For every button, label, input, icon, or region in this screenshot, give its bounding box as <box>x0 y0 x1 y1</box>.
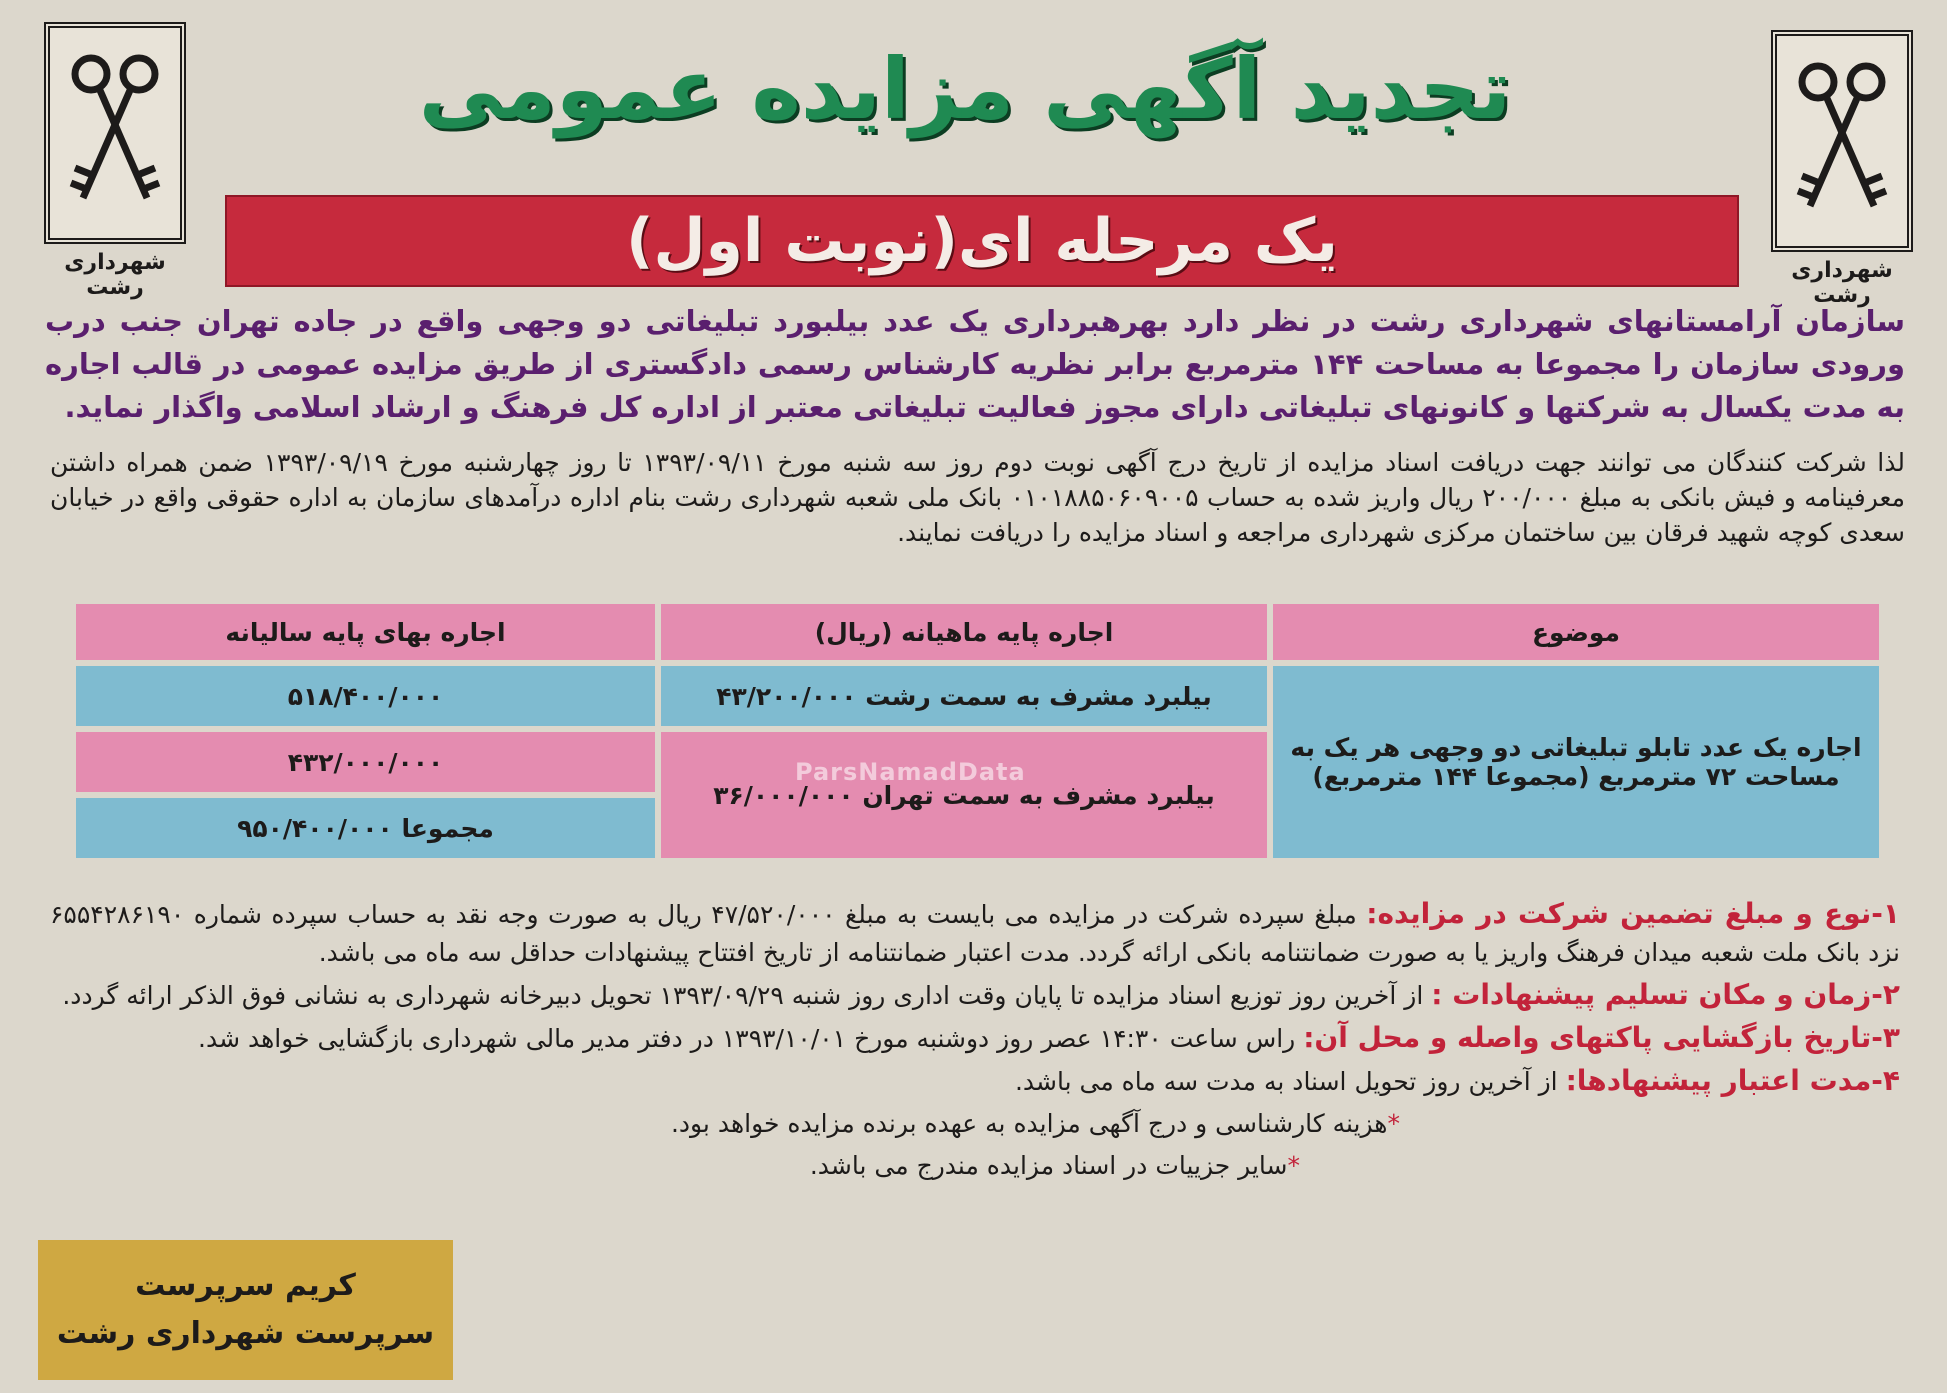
bullet-star-icon: * <box>1387 1109 1400 1138</box>
subtitle-banner <box>225 195 1739 287</box>
signature-name: کریم سرپرست <box>135 1268 356 1303</box>
condition-text: از آخرین روز توزیع اسناد مزایده تا پایان وقت اداری روز شنبه ۱۳۹۳/۰۹/۲۹ تحویل دبیرخانه شهرداری به نشانی فوق الذکر ارائه گردد. <box>62 981 1424 1010</box>
logo-right <box>1767 30 1917 308</box>
condition-heading: ۳-تاریخ بازگشایی پاکتهای واصله و محل آن: <box>1303 1021 1900 1054</box>
condition-heading: ۱-نوع و مبلغ تضمین شرکت در مزایده: <box>1366 897 1900 930</box>
lead-paragraph: سازمان آرامستانهای شهرداری رشت در نظر دارد بهرهبرداری یک عدد بیلبورد تبلیغاتی دو وجهی واقع در جاده تهران جنب درب ورودی سازمان را مجموعا به مساحت ۱۴۴ مترمربع برابر نظریه کارشناس رسمی دادگستری از طریق مزایده عمومی در قالب اجاره به مدت یکسال به شرکتها و کانونهای تبلیغاتی دارای مجوز فعالیت تبلیغاتی معتبر از اداره کل فرهنگ و ارشاد اسلامی واگذار نماید. <box>45 304 1905 424</box>
condition-item <box>50 895 1900 972</box>
note-item <box>50 1147 1900 1185</box>
table-row <box>76 666 1879 726</box>
condition-text: راس ساعت ۱۴:۳۰ عصر روز دوشنبه مورخ ۱۳۹۳/۱۰/۰۱ در دفتر مدیر مالی شهرداری بازگشایی خواهد شد. <box>198 1024 1296 1053</box>
header-yearly: اجاره بهای پایه سالیانه <box>76 604 655 660</box>
conditions-list <box>50 895 1900 1189</box>
subject-cell: اجاره یک عدد تابلو تبلیغاتی دو وجهی هر یک به مساحت ۷۲ مترمربع (مجموعا ۱۴۴ مترمربع) <box>1273 666 1879 858</box>
monthly-rasht-cell: بیلبرد مشرف به سمت رشت ۴۳/۲۰۰/۰۰۰ <box>661 666 1267 726</box>
bullet-star-icon: * <box>1287 1151 1300 1180</box>
condition-text: مبلغ سپرده شرکت در مزایده می بایست به مبلغ ۴۷/۵۲۰/۰۰۰ ریال به صورت وجه نقد به حساب سپرده شماره ۶۵۵۴۲۸۶۱۹۰ نزد بانک ملت شعبه میدان فرهنگ واریز یا به صورت ضمانتنامه بانکی ارائه گردد. مدت اعتبار ضمانتنامه از تاریخ افتتاح پیشنهادات حداقل سه ماه می باشد. <box>50 900 1900 967</box>
condition-item <box>50 1062 1900 1101</box>
subtitle: یک مرحله ای(نوبت اول) <box>626 206 1338 276</box>
note-item <box>50 1105 1900 1143</box>
crossed-keys-icon <box>1792 56 1892 226</box>
page-title: تجدید آگهی مزایده عمومی <box>418 40 1512 138</box>
logo-left-caption: شهرداری رشت <box>64 250 166 300</box>
note-text: هزینه کارشناسی و درج آگهی مزایده به عهده برنده مزایده خواهد بود. <box>670 1109 1388 1138</box>
condition-text: از آخرین روز تحویل اسناد به مدت سه ماه می باشد. <box>1014 1067 1558 1096</box>
signature-box <box>38 1240 453 1380</box>
condition-heading: ۲-زمان و مکان تسلیم پیشنهادات : <box>1431 978 1900 1011</box>
signature-title: سرپرست شهرداری رشت <box>56 1316 435 1351</box>
yearly-total-cell: مجموعا ۹۵۰/۴۰۰/۰۰۰ <box>76 798 655 858</box>
watermark: ParsNamadData <box>795 758 1026 786</box>
header-subject: موضوع <box>1273 604 1879 660</box>
logo-right-caption: شهرداری رشت <box>1791 258 1893 308</box>
yearly-rasht-cell: ۵۱۸/۴۰۰/۰۰۰ <box>76 666 655 726</box>
header-monthly: اجاره پایه ماهیانه (ریال) <box>661 604 1267 660</box>
note-text: سایر جزییات در اسناد مزایده مندرج می باشد. <box>809 1151 1288 1180</box>
pricing-table <box>70 598 1885 864</box>
condition-item <box>50 1019 1900 1058</box>
condition-heading: ۴-مدت اعتبار پیشنهادها: <box>1565 1064 1900 1097</box>
table-header-row <box>76 604 1879 660</box>
yearly-tehran-cell: ۴۳۲/۰۰۰/۰۰۰ <box>76 732 655 792</box>
logo-left <box>40 22 190 300</box>
monthly-tehran-cell: بیلبرد مشرف به سمت تهران ۳۶/۰۰۰/۰۰۰ <box>661 732 1267 858</box>
condition-item <box>50 976 1900 1015</box>
body-paragraph: لذا شرکت کنندگان می توانند جهت دریافت اسناد مزایده از تاریخ درج آگهی نوبت دوم روز سه شنبه مورخ ۱۳۹۳/۰۹/۱۱ تا روز چهارشنبه مورخ ۱۳۹۳/۰۹/۱۹ ضمن همراه داشتن معرفینامه و فیش بانکی به مبلغ ۲۰۰/۰۰۰ ریال واریز شده به حساب ۰۱۰۱۸۸۵۰۶۰۹۰۰۵ بانک ملی شعبه شهرداری رشت بنام اداره درآمدهای سازمان به اداره حقوقی واقع در خیابان سعدی کوچه شهید فرقان بین ساختمان مرکزی شهرداری مراجعه و اسناد مزایده را دریافت نمایند. <box>50 448 1905 547</box>
crossed-keys-icon <box>65 48 165 218</box>
